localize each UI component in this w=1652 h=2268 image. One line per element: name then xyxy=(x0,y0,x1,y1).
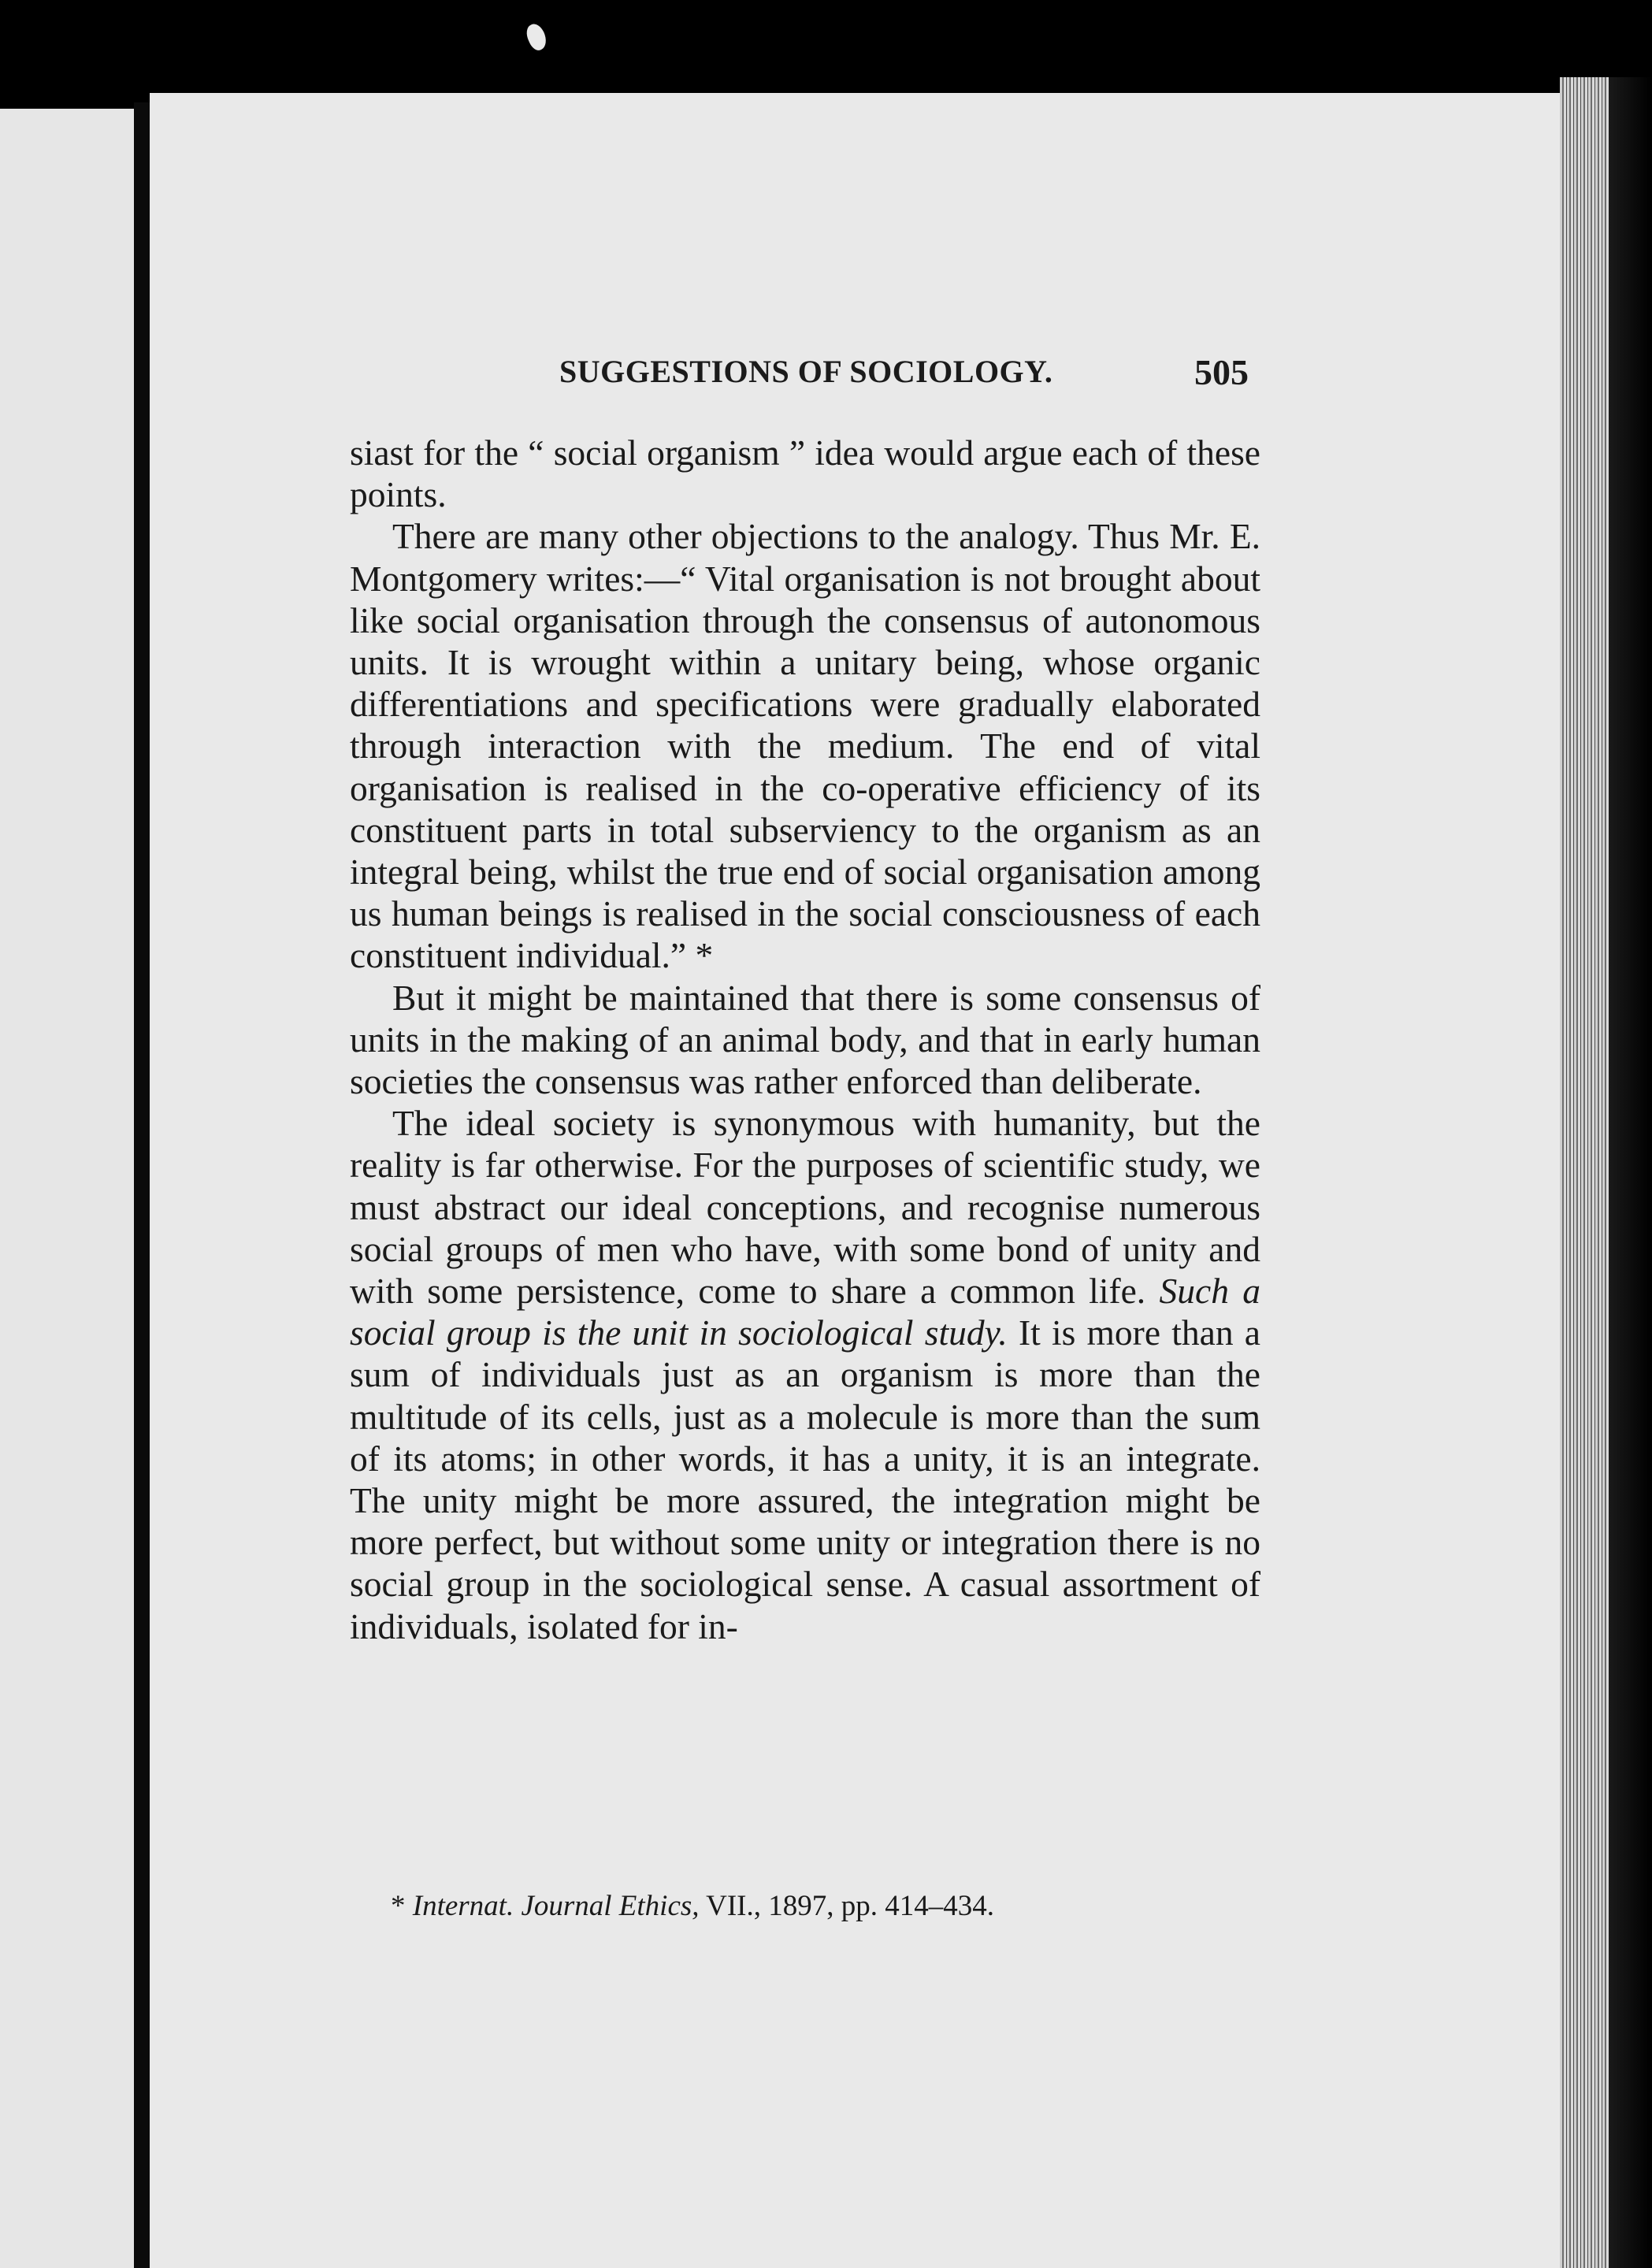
paragraph-consensus: But it might be maintained that there is some consensus of units in the making of an animal body, and that in early human societies the consensus was rather enforced than deliberate. xyxy=(350,977,1260,1102)
paragraph-continuation: siast for the “ social organism ” idea would argue each of these points. xyxy=(350,432,1260,515)
paragraph-ideal-society xyxy=(350,1102,1260,1647)
paragraph-montgomery-quote: There are many other objections to the analogy. Thus Mr. E. Montgomery writes:—“ Vital organisation is not brought about like social organisation through the consensus of autonomous units. It is wrought within a unitary being, whose organic differentiations and specifications were gradually elaborated through interaction with the medium. The end of vital organisation is realised in the co-operative efficiency of its constituent parts in total subserviency to the organism as an integral being, whilst the true end of social organisation among us human beings is realised in the social consciousness of each constituent individual.” * xyxy=(350,516,1260,976)
footnote-marker: * xyxy=(391,1890,406,1922)
book-gutter xyxy=(134,102,150,2268)
scan-border xyxy=(1609,77,1652,2268)
scan-spot xyxy=(523,21,550,53)
italic-thesis: Such a social group is the unit in sociological study. xyxy=(350,1271,1260,1353)
body-text xyxy=(350,432,1260,1647)
footnote-details: VII., 1897, pp. 414–434. xyxy=(706,1890,995,1922)
paragraph-ideal-society-start: The ideal society is synonymous with humanity, but the reality is far otherwise. For the purposes of scientific study, we must abstract our ideal conceptions, and recognise numerous social groups of men who have, with some bond of unity and with some persistence, come to share a common life. xyxy=(350,1103,1260,1312)
paragraph-ideal-society-end: It is more than a sum of individuals just as an organism is more than the multitude of its cells, just as a molecule is more than the sum of its atoms; in other words, it has a unity, it is an integrate. The unity might be more assured, the integration might be more perfect, but without some unity or integration there is no social group in the sociological sense. A casual assortment of individuals, isolated for in- xyxy=(350,1312,1260,1646)
page-number: 505 xyxy=(1194,352,1249,392)
footnote xyxy=(391,1889,994,1924)
page-edges xyxy=(1560,77,1609,2268)
running-head: SUGGESTIONS OF SOCIOLOGY. xyxy=(559,354,1053,389)
facing-page-edge xyxy=(0,109,134,2268)
footnote-source: Internat. Journal Ethics, xyxy=(412,1890,700,1922)
